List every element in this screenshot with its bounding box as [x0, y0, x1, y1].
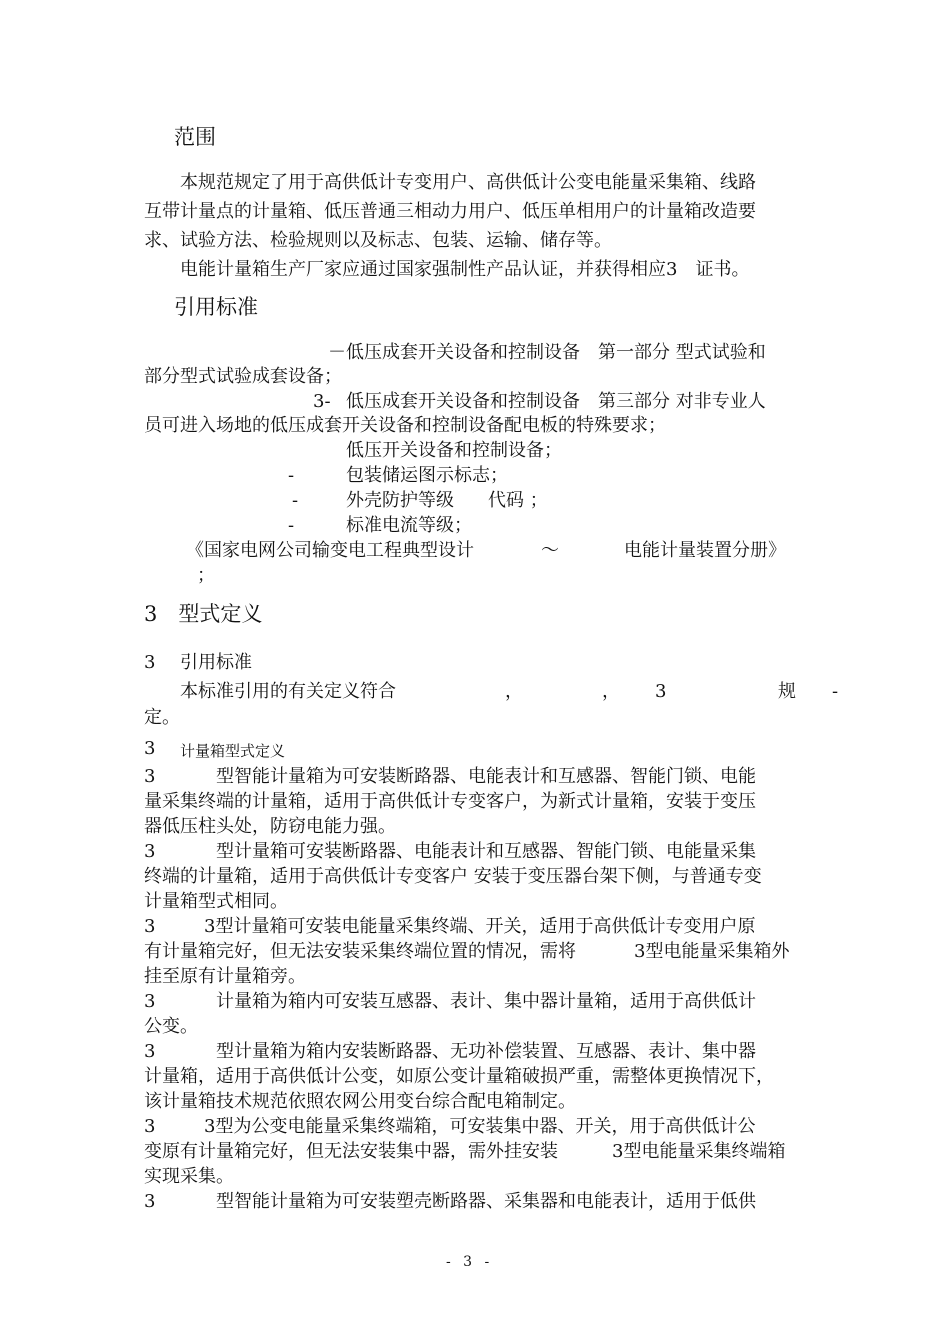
- paragraph-line: 3型计量箱可安装电能量采集终端、开关，适用于高供低计专变用户原: [204, 916, 756, 937]
- paragraph-line: 3型为公变电能量采集终端箱，可安装集中器、开关，用于高供低计公: [204, 1116, 756, 1137]
- reference-dash: -: [292, 490, 299, 511]
- paragraph-line: 互带计量点的计量箱、低压普通三相动力用户、低压单相用户的计量箱改造要: [144, 201, 756, 222]
- reference-line: 低压成套开关设备和控制设备 第一部分 型式试验和: [346, 342, 766, 363]
- reference-line: 电能计量装置分册》: [624, 540, 786, 561]
- paragraph-line: ，: [505, 681, 523, 702]
- subsection-number: 3: [144, 652, 156, 673]
- paragraph-line: 变原有计量箱完好，但无法安装集中器，需外挂安装: [144, 1141, 558, 1162]
- paragraph-line: 计量箱，适用于高供低计公变，如原公变计量箱破损严重，需整体更换情况下，: [144, 1066, 774, 1087]
- reference-line: ；: [197, 565, 215, 586]
- reference-line: 标准电流等级；: [346, 515, 472, 536]
- paragraph-line: 3型电能量采集终端箱: [612, 1141, 786, 1162]
- section-heading-scope: 范围: [174, 125, 216, 149]
- paragraph-line: 量采集终端的计量箱，适用于高供低计专变客户，为新式计量箱，安装于变压: [144, 791, 756, 812]
- paragraph-line: ，: [602, 681, 620, 702]
- paragraph-line: 3型电能量采集箱外: [634, 941, 790, 962]
- item-number: 3: [144, 1116, 156, 1137]
- reference-line: 包装储运图示标志；: [346, 465, 508, 486]
- paragraph-line: 计量箱型式相同。: [144, 891, 288, 912]
- paragraph-line: 有计量箱完好，但无法安装采集终端位置的情况，需将: [144, 941, 576, 962]
- paragraph-line: 器低压柱头处，防窃电能力强。: [144, 816, 396, 837]
- paragraph-line: 计量箱为箱内可安装互感器、表计、集中器计量箱，适用于高供低计: [216, 991, 756, 1012]
- paragraph-line: -: [832, 681, 839, 702]
- reference-dash: －: [328, 342, 346, 363]
- section-heading-references: 引用标准: [174, 295, 258, 319]
- paragraph-line: 终端的计量箱，适用于高供低计专变客户 安装于变压器台架下侧，与普通专变: [144, 866, 762, 887]
- subsection-title: 计量箱型式定义: [180, 742, 286, 760]
- reference-line: 代码 ；: [488, 490, 548, 511]
- subsection-number: 3: [144, 738, 156, 759]
- paragraph-line: 型计量箱可安装断路器、电能表计和互感器、智能门锁、电能量采集: [216, 841, 756, 862]
- item-number: 3: [144, 1041, 156, 1062]
- section-heading-type-definition: 3 型式定义: [144, 602, 263, 626]
- paragraph-line: 该计量箱技术规范依照农网公用变台综合配电箱制定。: [144, 1091, 576, 1112]
- reference-tilde: ～: [541, 540, 559, 561]
- paragraph-line: 型智能计量箱为可安装断路器、电能表计和互感器、智能门锁、电能: [216, 766, 756, 787]
- reference-line: 低压成套开关设备和控制设备 第三部分 对非专业人: [346, 391, 766, 412]
- paragraph-line: 求、试验方法、检验规则以及标志、包装、运输、储存等。: [144, 230, 612, 251]
- paragraph-line: 定。: [144, 707, 180, 728]
- page-number: - 3 -: [446, 1254, 494, 1270]
- paragraph-line: 本标准引用的有关定义符合: [180, 681, 396, 702]
- paragraph-line: 3: [655, 681, 667, 702]
- item-number: 3: [144, 916, 156, 937]
- paragraph-line: 电能计量箱生产厂家应通过国家强制性产品认证，并获得相应3 证书。: [180, 259, 750, 280]
- paragraph-line: 实现采集。: [144, 1166, 234, 1187]
- reference-line: 部分型式试验成套设备；: [144, 366, 342, 387]
- subsection-title: 引用标准: [180, 652, 252, 673]
- reference-line: 员可进入场地的低压成套开关设备和控制设备配电板的特殊要求；: [144, 415, 666, 436]
- paragraph-line: 本规范规定了用于高供低计专变用户、高供低计公变电能量采集箱、线路: [180, 172, 756, 193]
- reference-line: 外壳防护等级: [346, 490, 454, 511]
- reference-dash: 3-: [313, 391, 331, 412]
- paragraph-line: 公变。: [144, 1016, 198, 1037]
- paragraph-line: 型计量箱为箱内安装断路器、无功补偿装置、互感器、表计、集中器: [216, 1041, 756, 1062]
- reference-dash: -: [288, 515, 295, 536]
- item-number: 3: [144, 991, 156, 1012]
- item-number: 3: [144, 1191, 156, 1212]
- paragraph-line: 挂至原有计量箱旁。: [144, 966, 306, 987]
- reference-dash: -: [288, 465, 295, 486]
- item-number: 3: [144, 841, 156, 862]
- reference-line: 《国家电网公司输变电工程典型设计: [186, 540, 474, 561]
- reference-line: 低压开关设备和控制设备；: [346, 440, 562, 461]
- paragraph-line: 规: [778, 681, 796, 702]
- paragraph-line: 型智能计量箱为可安装塑壳断路器、采集器和电能表计，适用于低供: [216, 1191, 756, 1212]
- item-number: 3: [144, 766, 156, 787]
